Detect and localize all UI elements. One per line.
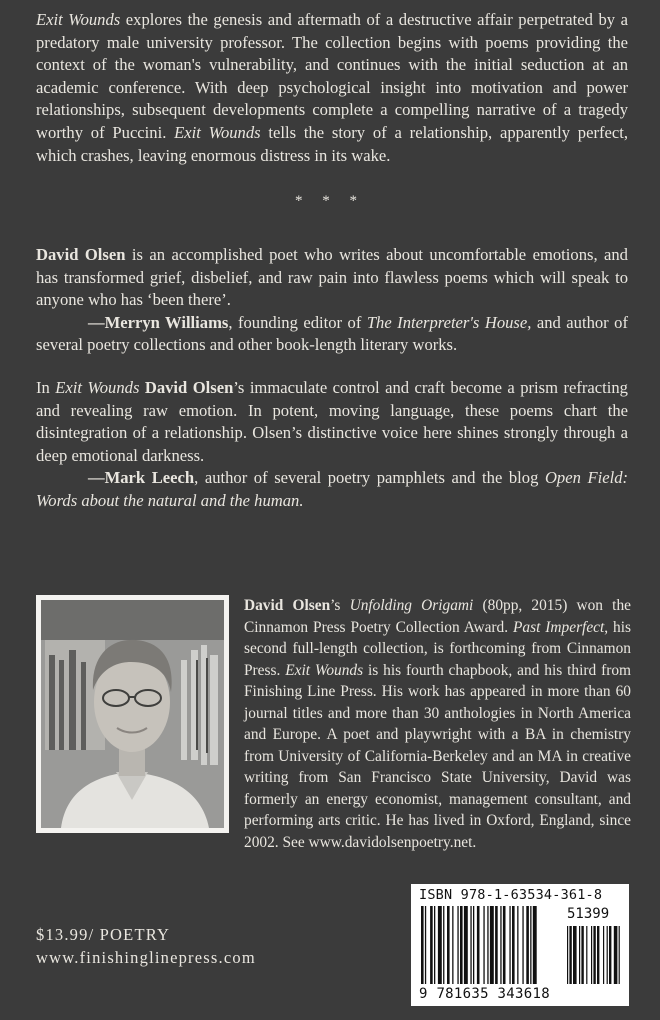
barcode-bar: [443, 906, 444, 984]
barcode-bar: [430, 906, 433, 984]
barcode-bar: [530, 906, 531, 984]
isbn-barcode: [411, 884, 629, 1006]
review-1-attribution-text-2: and author of several poetry collections and other book-length literary works.: [36, 312, 628, 355]
review-1-text: is an accomplished poet who writes about uncomfortable emotions, and has transformed grief, disbelief, and raw pain into flawless poems which will speak to anyone who has ‘been there’.: [36, 245, 628, 310]
blurb: [36, 9, 628, 167]
separator-stars: * * *: [295, 193, 365, 209]
barcode-bar: [487, 906, 488, 984]
review-2-lead: In: [36, 378, 56, 397]
review-1-attribution-name: —Merryn Williams: [88, 312, 229, 332]
review-1-publication: The Interpreter's House,: [366, 312, 532, 332]
author-bio: [244, 595, 631, 853]
review-2-attribution-name: —Mark Leech: [88, 468, 195, 488]
barcode-bar: [509, 906, 510, 984]
author-photo: [36, 595, 229, 833]
review-2-text: ’s immaculate control and craft become a prism refracting and revealing raw emotion. In potent, moving language, these poems chart the disintegration of a relationship. Olsen’s distinctive voice here shines strongly through a deep emotional darkness.: [36, 378, 628, 465]
price-code: 51399: [567, 906, 610, 922]
barcode-bar: [522, 906, 523, 984]
addon-bar: [614, 926, 618, 984]
barcode-bar: [533, 906, 537, 984]
barcode-bar: [457, 906, 458, 984]
review-2-title: Exit Wounds: [55, 378, 140, 397]
publisher-website: www.finishinglinepress.com: [36, 948, 256, 967]
barcode-bar: [447, 906, 450, 984]
author-portrait-image: [41, 600, 224, 828]
blurb-text-1: explores the genesis and aftermath of a destructive affair perpetrated by a predatory male university professor. The collection begins with poems providing the context of the woman's vulnerability, and continues with the initial seduction at an academic conference. With deep psychological insight into motivation and power relationships, subsequent developments complete a compelling narrative of a tragedy worthy of Puccini.: [36, 10, 628, 142]
bio-author-name: David Olsen: [244, 597, 331, 614]
price-category: $13.99/ POETRY: [36, 925, 171, 944]
barcode-bar: [473, 906, 474, 984]
addon-bar: [586, 926, 587, 984]
addon-bar: [581, 926, 583, 984]
barcode-number: 9 781635 343618: [419, 986, 550, 1002]
review-2-publication: Open Field: Words about the natural and the human.: [36, 468, 629, 510]
barcode-bar: [495, 906, 498, 984]
barcode-bar: [421, 906, 424, 984]
barcode-bar: [503, 906, 506, 984]
bio-book-3: Exit Wounds: [285, 661, 364, 679]
bio-text-3: , his second full-length collection, is forthcoming from Cinnamon Press.: [244, 618, 632, 679]
addon-bar: [573, 926, 577, 984]
bio-book-1: Unfolding Origami: [349, 597, 474, 614]
barcode-bar: [464, 906, 468, 984]
addon-bar: [619, 926, 620, 984]
barcode-bar: [483, 906, 484, 984]
review-1-author: David Olsen: [36, 245, 126, 264]
blurb-text-2: tells the story of a relationship, apparently perfect, which crashes, leaving enormous distress in its wake.: [36, 122, 628, 165]
addon-bar: [591, 926, 592, 984]
bio-text-2: (80pp, 2015) won the Cinnamon Press Poetry Collection Award.: [244, 597, 631, 636]
bio-book-2: Past Imperfect: [513, 618, 605, 636]
addon-bar: [597, 926, 599, 984]
barcode-bar: [425, 906, 426, 984]
barcode-bar: [526, 906, 529, 984]
barcode-bar: [452, 906, 453, 984]
addon-bar: [579, 926, 580, 984]
barcode-bar: [470, 906, 471, 984]
review-2-author: David Olsen: [144, 378, 234, 397]
bio-text-4: is his fourth chapbook, and his third from Finishing Line Press. His work has appeared in more than 60 journal titles and more than 30 anthologies in North America and Europe. A poet and playwright with a BA in chemistry from University of California-Berkeley and an MA in creative writing from San Francisco State University, David was formerly an energy economist, management consultant, and performing arts critic. He has lived in Oxford, England, since 2002. See www.davidolsenpoetry.net.: [244, 661, 631, 851]
barcode-bar: [490, 906, 494, 984]
review-2: [36, 377, 628, 513]
addon-bar: [569, 926, 571, 984]
barcode-bar: [512, 906, 515, 984]
barcode-bar: [434, 906, 435, 984]
barcode-bar: [438, 906, 442, 984]
barcode-bar: [500, 906, 501, 984]
isbn-label: ISBN 978-1-63534-361-8: [419, 887, 603, 903]
barcode-bar: [460, 906, 463, 984]
barcode-bar: [477, 906, 480, 984]
addon-bar: [593, 926, 595, 984]
blurb-title-2: Exit Wounds: [174, 122, 261, 142]
addon-bar: [607, 926, 608, 984]
review-1: [36, 244, 628, 357]
addon-bar: [603, 926, 604, 984]
barcode-bar: [517, 906, 518, 984]
review-1-attribution-text: , founding editor of: [228, 312, 367, 332]
blurb-title-1: Exit Wounds: [36, 10, 121, 29]
review-2-attribution-text: , author of several poetry pamphlets and the blog: [194, 468, 545, 488]
addon-bar: [567, 926, 568, 984]
bio-text-1: ’s: [330, 597, 350, 614]
addon-bar: [609, 926, 611, 984]
